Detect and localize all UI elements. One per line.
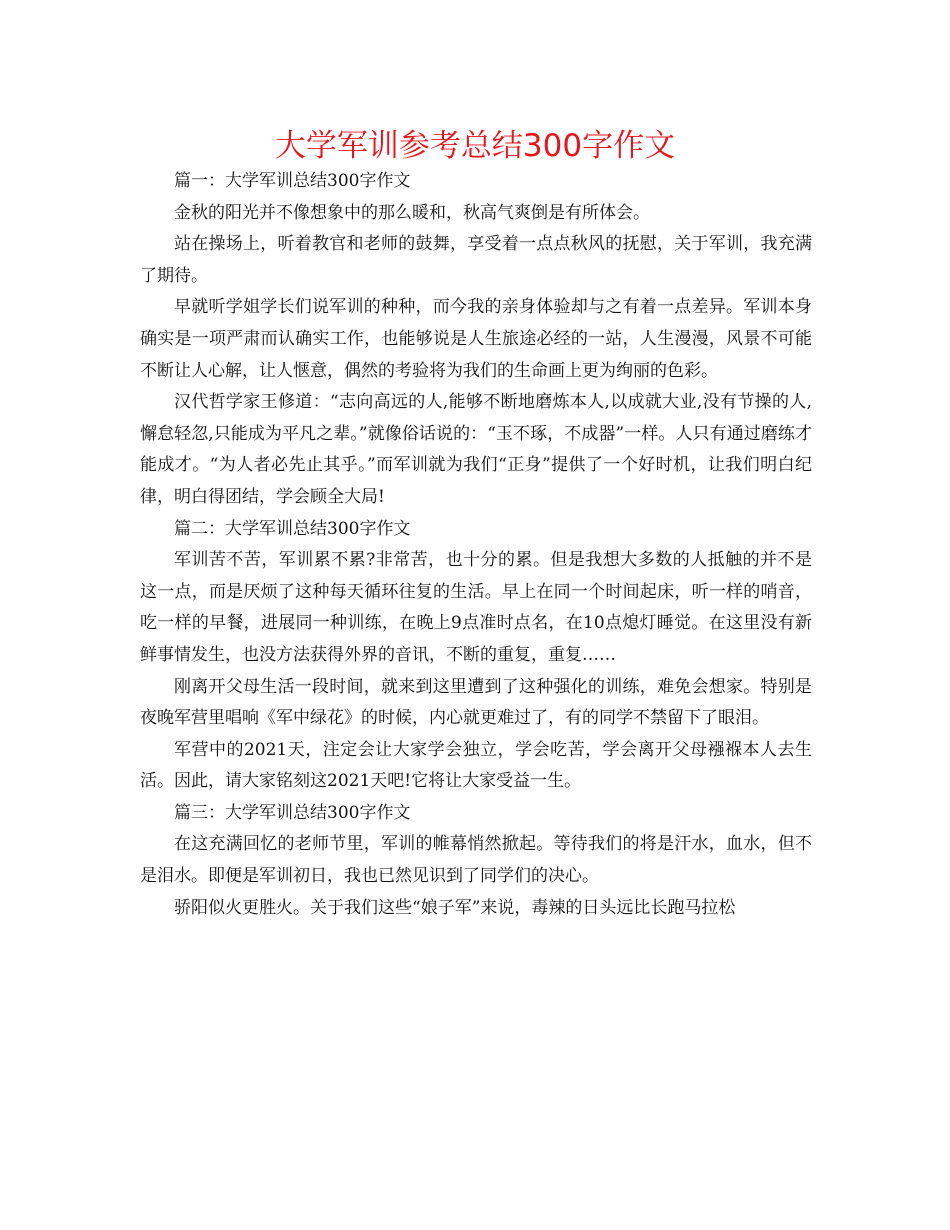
paragraph: 站在操场上，听着教官和老师的鼓舞，享受着一点点秋风的抚慰，关于军训，我充满了期待。 bbox=[140, 234, 812, 286]
paragraph: 金秋的阳光并不像想象中的那么暖和，秋高气爽倒是有所体会。 bbox=[174, 202, 650, 223]
section-heading-2: 篇二：大学军训总结300字作文 bbox=[174, 518, 411, 539]
paragraph: 军训苦不苦，军训累不累?非常苦，也十分的累。但是我想大多数的人抵触的并不是这一点，而是厌烦了这种每天循环往复的生活。早上在同一个时间起床，听一样的哨音，吃一样的早餐，进展同一种训练，在晚上9点准时点名，在10点熄灯睡觉。在这里没有新鲜事情发生，也没方法获得外界的音讯，不断的重复，重复…… bbox=[140, 550, 812, 665]
paragraph: 刚离开父母生活一段时间，就来到这里遭到了这种强化的训练，难免会想家。特别是夜晚军营里唱响《军中绿花》的时候，内心就更难过了，有的同学不禁留下了眼泪。 bbox=[140, 676, 812, 729]
document-body bbox=[140, 166, 812, 924]
section-heading-1: 篇一：大学军训总结300字作文 bbox=[174, 171, 411, 191]
paragraph: 骄阳似火更胜火。关于我们这些“娘子军”来说，毒辣的日头远比长跑马拉松 bbox=[174, 897, 736, 918]
document-title: 大学军训参考总结300字作文 bbox=[274, 128, 676, 164]
paragraph: 早就听学姐学长们说军训的种种，而今我的亲身体验却与之有着一点差异。军训本身确实是一项严肃而认确实工作，也能够说是人生旅途必经的一站，人生漫漫，风景不可能不断让人心解，让人惬意，偶然的考验将为我们的生命画上更为绚丽的色彩。 bbox=[140, 297, 812, 381]
section-heading-3: 篇三：大学军训总结300字作文 bbox=[174, 802, 411, 823]
paragraph: 在这充满回忆的老师节里，军训的帷幕悄然掀起。等待我们的将是汗水，血水，但不是泪水。即便是军训初日，我也已然见识到了同学们的决心。 bbox=[140, 834, 812, 887]
paragraph: 军营中的2021天，注定会让大家学会独立，学会吃苦，学会离开父母襁褓本人去生活。因此，请大家铭刻这2021天吧!它将让大家受益一生。 bbox=[140, 739, 812, 792]
paragraph: 汉代哲学家王修道：“志向高远的人,能够不断地磨炼本人,以成就大业,没有节操的人,懈怠轻忽,只能成为平凡之辈。”就像俗话说的：“玉不琢，不成器”一样。人只有通过磨练才能成才。“为人者必先止其乎。”而军训就为我们“正身”提供了一个好时机，让我们明白纪律，明白得团结，学会顾全大局! bbox=[140, 392, 812, 507]
